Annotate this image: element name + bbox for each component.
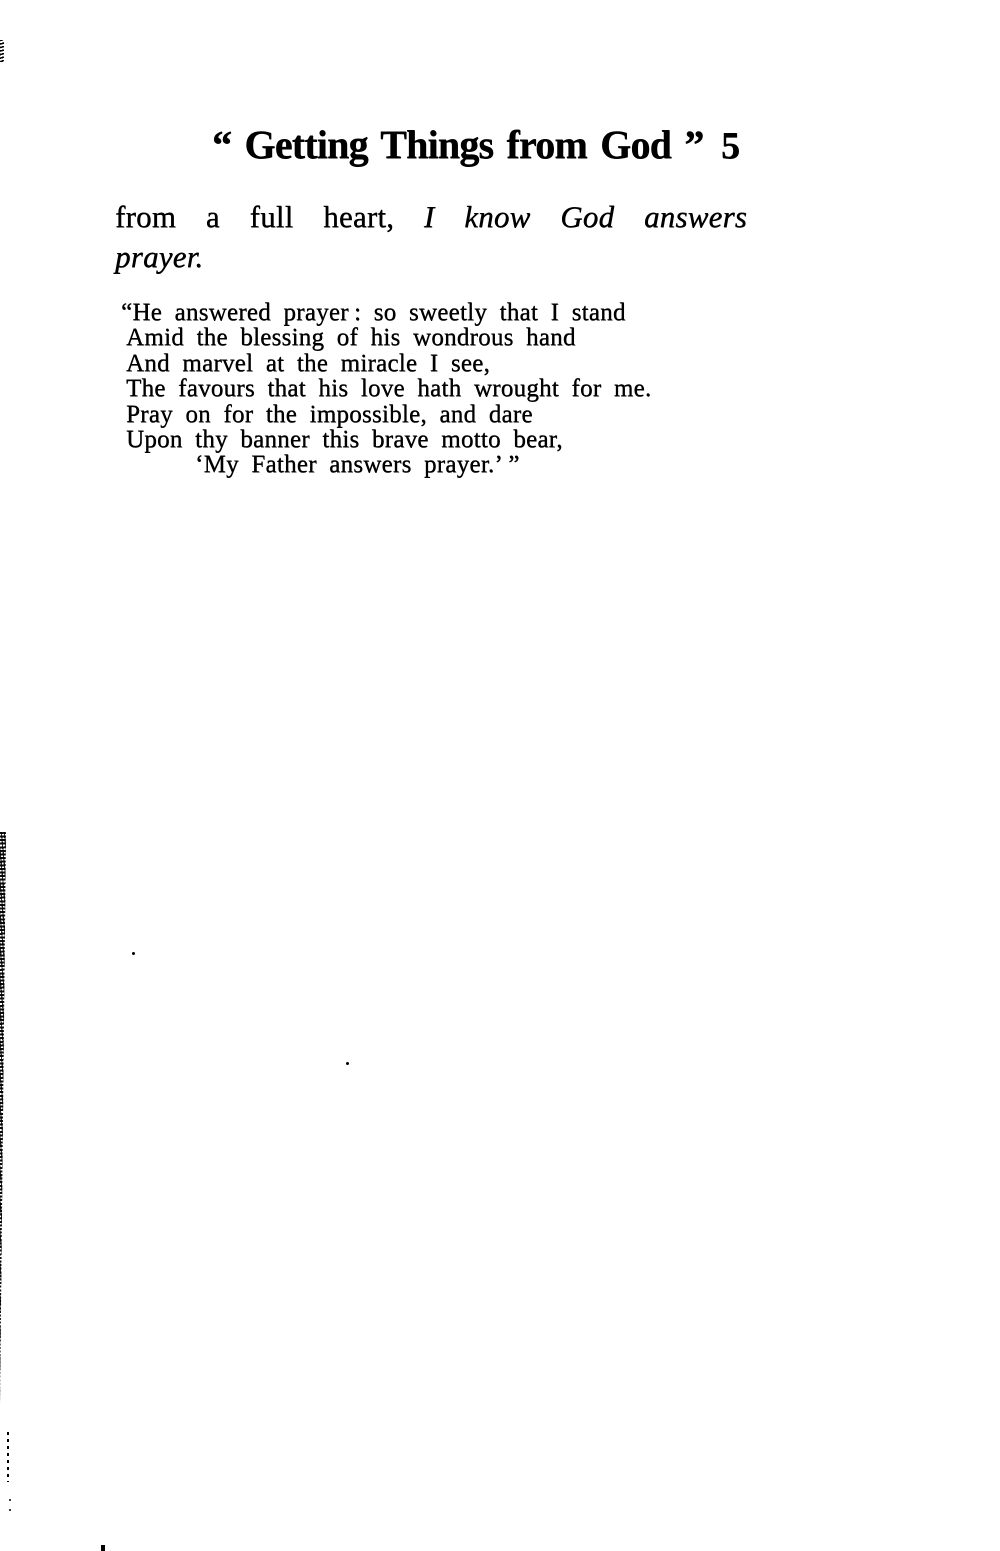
poem-line: Amid the blessing of his wondrous hand bbox=[126, 324, 576, 352]
scan-speck-bottom bbox=[101, 1545, 105, 1551]
poem-line: ‘My Father answers prayer.’ ” bbox=[195, 451, 520, 479]
poem-line: And marvel at the miracle I see, bbox=[126, 349, 490, 377]
poem-block bbox=[121, 300, 761, 478]
scan-speck bbox=[9, 1499, 11, 1501]
poem-line: Pray on for the impossible, and dare bbox=[126, 400, 533, 428]
running-header-title: “ Getting Things from God ” bbox=[212, 122, 704, 167]
paragraph-line-1 bbox=[115, 197, 747, 237]
poem-line: Upon thy banner this brave motto bear, bbox=[126, 426, 563, 454]
running-header bbox=[212, 121, 740, 168]
scan-speck bbox=[132, 952, 135, 955]
paragraph-line-2: prayer. bbox=[115, 239, 204, 274]
scan-speck bbox=[9, 1509, 11, 1511]
scan-speck bbox=[346, 1062, 349, 1065]
scan-speck-top-left-icon bbox=[0, 40, 4, 62]
paragraph-italic-text: I know God answers bbox=[423, 199, 747, 234]
poem-line: “He answered prayer : so sweetly that I stand bbox=[121, 299, 626, 326]
body-paragraph bbox=[115, 197, 747, 277]
page-number: 5 bbox=[721, 125, 740, 167]
scan-binding-edge-tail bbox=[7, 1432, 9, 1482]
poem-line: The favours that his love hath wrought for me. bbox=[126, 375, 652, 403]
scan-binding-edge-stripe bbox=[0, 832, 6, 1438]
paragraph-roman-text: from a full heart, bbox=[115, 199, 395, 234]
